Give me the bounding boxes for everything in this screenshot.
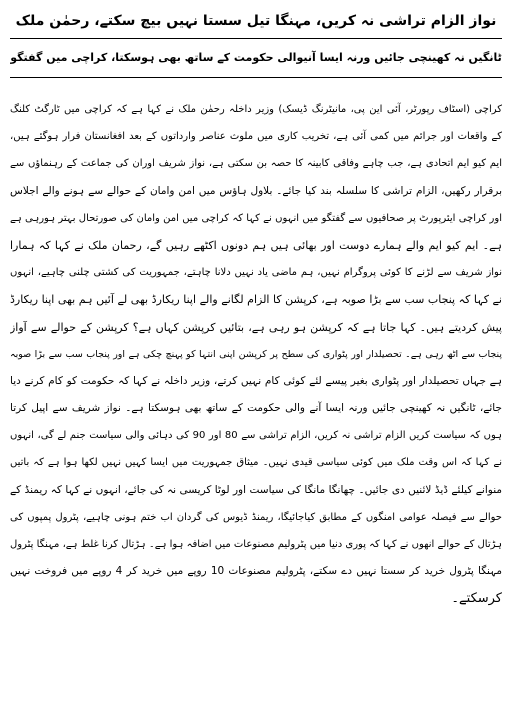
body-line: پنجاب سے اٹھ رہی ہے۔ تحصیلدار اور پٹواری کی سطح پر کرپشن اپنی انتہا کو پہنچ چکی ہے اور پنجاب سب سے بڑا صوبہ	[10, 348, 502, 360]
spacer	[10, 78, 502, 96]
body-line: ہے جہاں تحصیلدار اور پٹواری بغیر پیسے لئے کوئی کام نہیں کرتے، وزیر داخلہ نے کہا کہ حکومت کو کام کرنے دیا	[10, 374, 502, 387]
body-line: کراچی (اسٹاف رپورٹر، آئی این پی، مانیٹرنگ ڈیسک) وزیر داخلہ رحمٰن ملک نے کہا ہے کہ کراچی میں ٹارگٹ کلنگ	[10, 104, 502, 115]
body-line: کے واقعات اور جرائم میں کمی آئی ہے، تخریب کاری میں ملوث عناصر وارداتوں کے بعد افغانستان فرار ہوگئے ہیں،	[10, 131, 502, 143]
headline-sub: ٹانگیں نہ کھینچی جائیں ورنہ ایسا آنیوالی حکومت کے ساتھ بھی ہوسکتا، کراچی میں گفتگو	[10, 51, 502, 64]
body-line: مہنگا پٹرول خرید کر سستا نہیں دے سکتے، پٹرولیم مصنوعات 10 روپے میں خرید کر 4 روپے میں فروخت نہیں	[10, 565, 502, 578]
body-line: نواز شریف سے لڑنے کا کوئی پروگرام نہیں، ہم ماضی یاد نہیں دلانا چاہتے، جمہوریت کی کشتی چلنی چاہیے، انہوں	[10, 267, 502, 279]
body-line: ہڑتال کے حوالے انھوں نے کہا کہ پوری دنیا میں پٹرولیم مصنوعات میں اضافہ ہوا ہے۔ ہڑتال کرنا غلط ہے، مہنگا پٹرول	[10, 539, 502, 550]
body-line: جائے، ٹانگیں نہ کھینچی جائیں ورنہ ایسا آنے والی حکومت کے ساتھ بھی ہوسکتا ہے۔ نواز شریف سے اپیل کرتا	[10, 402, 502, 415]
body-line: پیش کردیتے ہیں۔ کہا جاتا ہے کہ کرپشن ہو رہی ہے، بتائیں کرپشن کہاں ہے؟ کرپشن کے حوالے سے آواز	[10, 320, 502, 334]
article-body	[10, 96, 502, 613]
body-line: ہے۔ ایم کیو ایم والے ہمارے دوست اور بھائی ہیں ہم دونوں اکٹھے رہیں گے، رحمان ملک نے کہا کہ ہمارا	[10, 238, 502, 252]
body-line: نے کہا کہ اس وقت ملک میں کوئی سیاسی قیدی نہیں۔ میثاق جمہوریت میں ایسا کہیں نہیں لکھا ہوا ہے کہ باتیں	[10, 457, 502, 469]
body-line: نے کہا کہ پنجاب سب سے بڑا صوبہ ہے، کرپشن کا الزام لگانے والے اپنا ریکارڈ بھی لے آئیں ہم بھی اپنا ریکارڈ	[10, 293, 502, 307]
headline-main: نواز الزام تراشی نہ کریں، مہنگا تیل سستا نہیں بیچ سکتے، رحمٰن ملک	[15, 13, 497, 29]
body-line: حوالے سے فیصلہ عوامی امنگوں کے مطابق کیاجائیگا، ریمنڈ ڈیوس کی گردان اب ختم ہونی چاہیے، پٹرول پمپوں کی	[10, 511, 502, 523]
body-line: اور کراچی ایئرپورٹ پر صحافیوں سے گفتگو میں انہوں نے کہا کہ کراچی میں امن وامان کی صورتحال بہتر ہورہی ہے	[10, 212, 502, 224]
body-line: ہوں کہ سیاست کریں الزام تراشی نہ کریں، الزام تراشی سے 80 اور 90 کی دہائی والی سیاست جنم لے گی، انہوں	[10, 430, 502, 442]
body-line: منوانے کیلئے ڈیڈ لائنیں دی جائیں۔ چھانگا مانگا کی سیاست اور لوٹا کریسی نہ کی جائے، انہوں نے کہا کہ ریمنڈ کے	[10, 483, 502, 496]
body-line: ایم کیو ایم اتحادی ہے، جب چاہے وفاقی کابینہ کا حصہ بن سکتی ہے، نواز شریف اوران کی جماعت کے رہنماؤں سے	[10, 158, 502, 170]
body-line: برقرار رکھیں، الزام تراشی کا سلسلہ بند کیا جائے۔ بلاول ہاؤس میں امن وامان کے حوالے سے ہونے والے اجلاس	[10, 184, 502, 197]
body-line-last: کرسکتے۔	[451, 591, 502, 607]
